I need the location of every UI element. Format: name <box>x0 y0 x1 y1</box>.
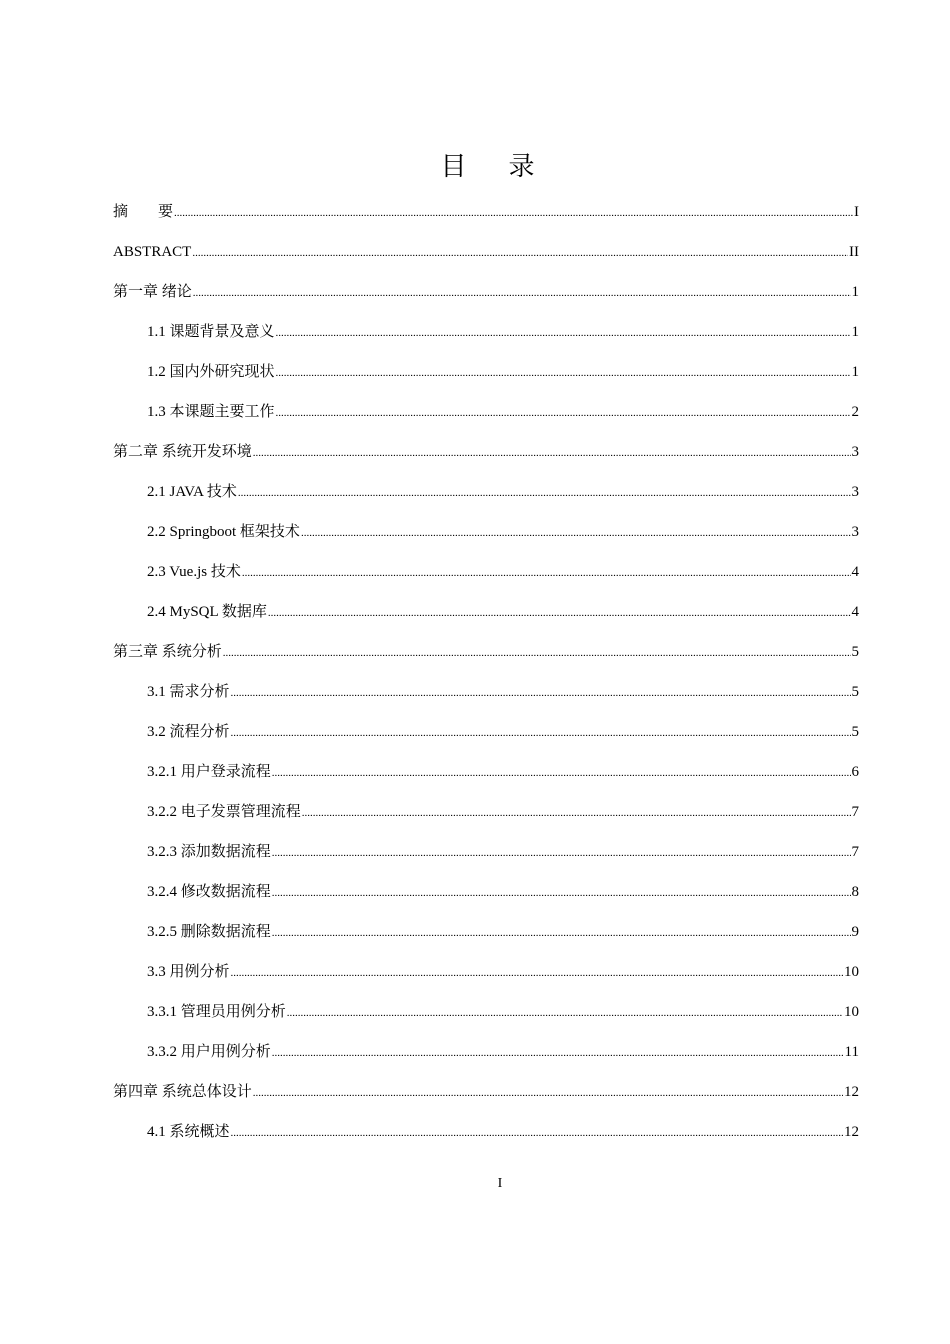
toc-entry-label: 3.2 流程分析 <box>147 724 230 740</box>
toc-entry-page-number: 5 <box>851 724 859 740</box>
title-part-2: 录 <box>508 152 535 182</box>
toc-entry-page-number: 3 <box>851 484 859 500</box>
dot-leader <box>301 520 851 546</box>
toc-entry-label: 第三章 系统分析 <box>113 644 222 660</box>
dot-leader <box>272 920 851 946</box>
toc-entry[interactable] <box>113 479 859 519</box>
dot-leader <box>253 440 851 466</box>
dot-leader <box>242 560 851 586</box>
toc-entry-label: 3.1 需求分析 <box>147 684 230 700</box>
page-title <box>0 146 950 183</box>
toc-entry[interactable] <box>113 839 859 879</box>
dot-leader <box>276 320 851 346</box>
toc-entry[interactable] <box>113 279 859 319</box>
toc-entry[interactable] <box>113 1079 859 1119</box>
toc-entry-page-number: I <box>854 204 859 220</box>
toc-entry[interactable] <box>113 439 859 479</box>
dot-leader <box>276 400 851 426</box>
dot-leader <box>287 1000 843 1026</box>
dot-leader <box>193 280 851 306</box>
dot-leader <box>272 1040 844 1066</box>
dot-leader <box>238 480 851 506</box>
toc-entry-label: 3.2.1 用户登录流程 <box>147 764 271 780</box>
toc-entry-label: 3.3.2 用户用例分析 <box>147 1044 271 1060</box>
toc-entry[interactable] <box>113 559 859 599</box>
toc-entry-page-number: 6 <box>851 764 859 780</box>
table-of-contents <box>113 199 859 1159</box>
toc-entry-label: 摘 要 <box>113 204 174 220</box>
toc-entry[interactable] <box>113 959 859 999</box>
toc-entry-label: 2.3 Vue.js 技术 <box>147 564 241 580</box>
toc-entry-page-number: 1 <box>851 284 859 300</box>
dot-leader <box>223 640 851 666</box>
toc-entry[interactable] <box>113 919 859 959</box>
toc-entry-page-number: 10 <box>844 964 859 980</box>
toc-entry-page-number: 7 <box>851 844 859 860</box>
toc-entry-label: 4.1 系统概述 <box>147 1124 230 1140</box>
toc-entry-label: 3.3 用例分析 <box>147 964 230 980</box>
toc-entry[interactable] <box>113 879 859 919</box>
toc-entry[interactable] <box>113 759 859 799</box>
toc-entry[interactable] <box>113 799 859 839</box>
toc-entry-page-number: 4 <box>851 604 859 620</box>
dot-leader <box>192 240 848 266</box>
toc-entry-page-number: 3 <box>851 524 859 540</box>
toc-entry-label: 第二章 系统开发环境 <box>113 444 252 460</box>
dot-leader <box>268 600 851 626</box>
toc-entry[interactable] <box>113 239 859 279</box>
toc-entry[interactable] <box>113 679 859 719</box>
page-number: I <box>497 1176 503 1191</box>
dot-leader <box>302 800 851 826</box>
dot-leader <box>231 680 851 706</box>
toc-entry[interactable] <box>113 199 859 239</box>
toc-entry[interactable] <box>113 1119 859 1159</box>
toc-entry-page-number: 5 <box>851 684 859 700</box>
dot-leader <box>231 1120 843 1146</box>
toc-entry[interactable] <box>113 399 859 439</box>
toc-entry-page-number: II <box>849 244 859 260</box>
toc-entry-page-number: 12 <box>844 1084 859 1100</box>
toc-entry-label: 2.4 MySQL 数据库 <box>147 604 267 620</box>
dot-leader <box>253 1080 843 1106</box>
toc-entry-label: 3.3.1 管理员用例分析 <box>147 1004 286 1020</box>
dot-leader <box>272 880 851 906</box>
toc-entry-page-number: 7 <box>851 804 859 820</box>
toc-entry[interactable] <box>113 359 859 399</box>
toc-entry-page-number: 1 <box>851 364 859 380</box>
toc-entry-page-number: 11 <box>844 1044 859 1060</box>
toc-entry[interactable] <box>113 319 859 359</box>
toc-entry[interactable] <box>113 599 859 639</box>
toc-entry-page-number: 12 <box>844 1124 859 1140</box>
toc-entry-label: 第四章 系统总体设计 <box>113 1084 252 1100</box>
toc-entry-page-number: 4 <box>851 564 859 580</box>
toc-entry-label: 3.2.4 修改数据流程 <box>147 884 271 900</box>
toc-entry-label: 2.1 JAVA 技术 <box>147 484 237 500</box>
dot-leader <box>231 720 851 746</box>
toc-entry-label: 第一章 绪论 <box>113 284 192 300</box>
toc-entry[interactable] <box>113 999 859 1039</box>
dot-leader <box>276 360 851 386</box>
toc-entry-page-number: 1 <box>851 324 859 340</box>
toc-entry[interactable] <box>113 719 859 759</box>
toc-entry-page-number: 5 <box>851 644 859 660</box>
toc-entry-label: 3.2.3 添加数据流程 <box>147 844 271 860</box>
toc-entry-page-number: 9 <box>851 924 859 940</box>
toc-entry-page-number: 3 <box>851 444 859 460</box>
toc-entry-label: 1.2 国内外研究现状 <box>147 364 275 380</box>
toc-entry-page-number: 2 <box>851 404 859 420</box>
toc-entry[interactable] <box>113 1039 859 1079</box>
toc-entry-label: 1.1 课题背景及意义 <box>147 324 275 340</box>
toc-entry-label: 3.2.5 删除数据流程 <box>147 924 271 940</box>
toc-entry-page-number: 8 <box>851 884 859 900</box>
toc-entry-page-number: 10 <box>844 1004 859 1020</box>
dot-leader <box>272 760 851 786</box>
toc-entry-label: ABSTRACT <box>113 244 192 260</box>
dot-leader <box>174 200 853 226</box>
dot-leader <box>272 840 851 866</box>
title-part-1: 目 <box>440 152 467 182</box>
dot-leader <box>231 960 843 986</box>
toc-entry-label: 1.3 本课题主要工作 <box>147 404 275 420</box>
toc-entry[interactable] <box>113 519 859 559</box>
toc-entry-label: 2.2 Springboot 框架技术 <box>147 524 300 540</box>
toc-entry[interactable] <box>113 639 859 679</box>
toc-entry-label: 3.2.2 电子发票管理流程 <box>147 804 301 820</box>
